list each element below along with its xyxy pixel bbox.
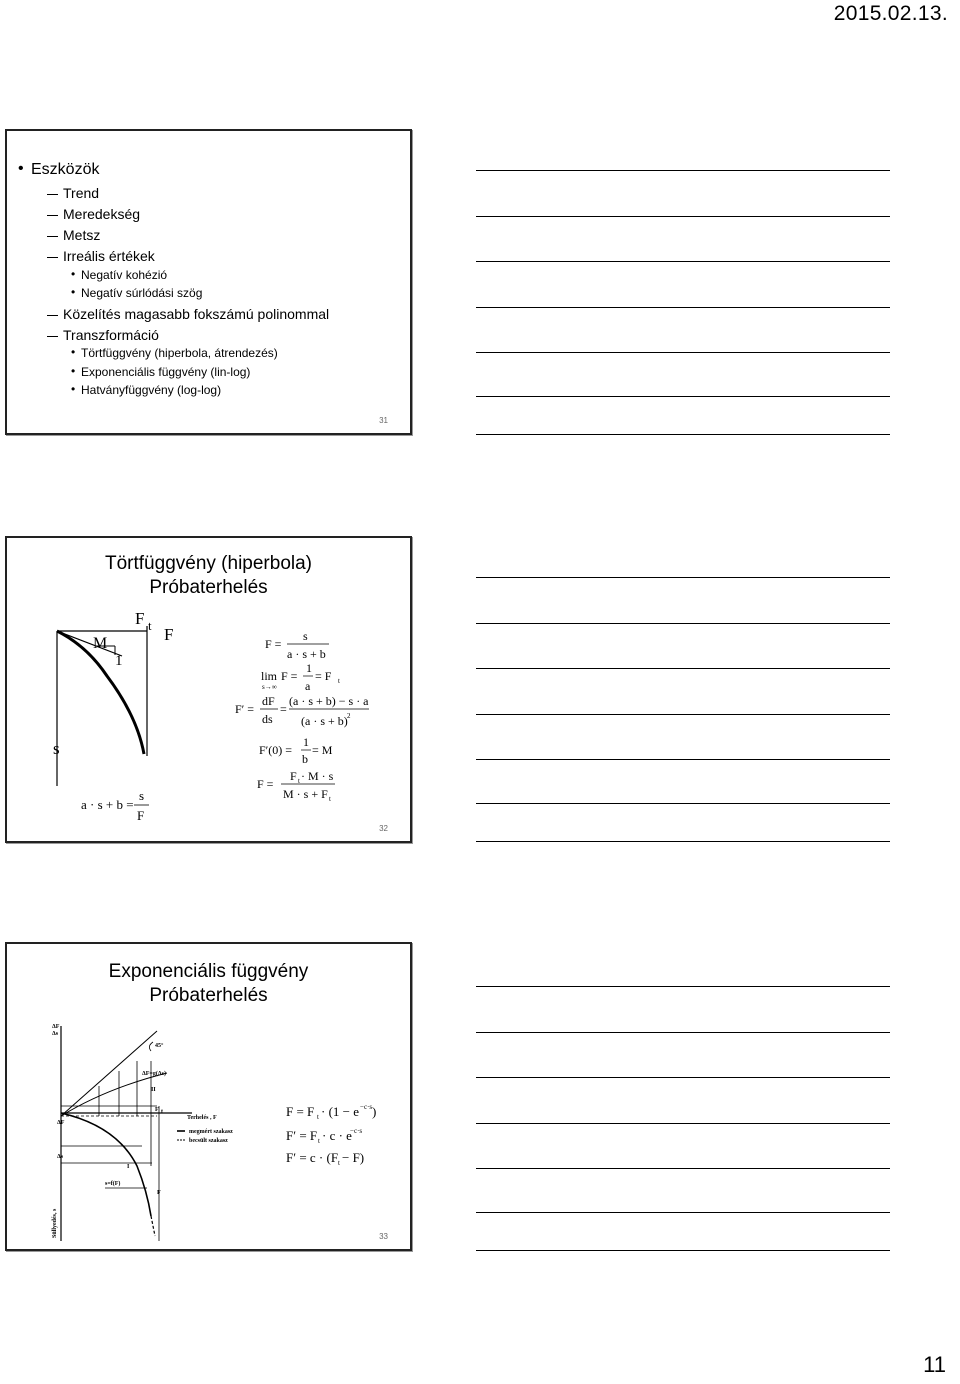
note-line [476, 216, 890, 217]
note-line [476, 434, 890, 435]
slide-32 [5, 536, 412, 843]
svg-text:s: s [139, 788, 145, 803]
svg-text:t: t [161, 1109, 163, 1115]
svg-text:Δs: Δs [57, 1154, 64, 1160]
axis-top-label: ΔF [52, 1024, 60, 1030]
one-label: 1 [115, 653, 123, 669]
svg-text:s→∞: s→∞ [262, 683, 277, 691]
page-number: 11 [923, 1352, 946, 1377]
ft-label: F [135, 609, 145, 628]
bullet-item-level2: Metsz [63, 227, 101, 243]
svg-text:a: a [305, 679, 311, 693]
svg-text:t: t [318, 1137, 320, 1145]
s-fn-label: s=f(F) [105, 1181, 121, 1187]
svg-text:t: t [338, 1159, 340, 1167]
note-line [476, 623, 890, 624]
svg-text:M · s + F: M · s + F [283, 787, 328, 801]
m-label: M [93, 635, 108, 652]
slide-number: 33 [379, 1232, 388, 1241]
svg-text:=: = [280, 702, 287, 716]
slide-title-line2: Próbaterhelés [149, 577, 268, 598]
svg-text:ds: ds [262, 712, 273, 726]
svg-text:b: b [302, 752, 308, 766]
svg-text:t: t [329, 795, 331, 803]
roman-two-label: II [151, 1087, 156, 1093]
svg-text:−c·s: −c·s [350, 1127, 363, 1135]
svg-text:a · s + b: a · s + b [287, 647, 326, 661]
svg-text:dF: dF [262, 694, 275, 708]
slide-31 [5, 129, 412, 435]
formula-asb [79, 782, 189, 832]
svg-text:· M · s: · M · s [301, 769, 334, 783]
note-line [476, 170, 890, 171]
note-line [476, 1212, 890, 1213]
svg-text:ΔF: ΔF [57, 1120, 65, 1126]
legend-estimated: becsült szakasz [189, 1138, 228, 1144]
svg-text:F′(0) =: F′(0) = [259, 743, 293, 757]
note-line [476, 1077, 890, 1078]
svg-text:F = F: F = F [286, 1104, 315, 1119]
f-label: F [164, 625, 174, 644]
note-line [476, 396, 890, 397]
note-line [476, 1168, 890, 1169]
svg-text:Δs: Δs [52, 1031, 59, 1037]
f-mark: F [157, 1190, 161, 1196]
slide-33 [5, 942, 412, 1251]
svg-text:F′ = F: F′ = F [286, 1128, 318, 1143]
bullet-item-level3: • Negatív súrlódási szög [81, 286, 202, 300]
slide-title-line1: Törtfüggvény (hiperbola) [105, 553, 312, 574]
bullet-item-level2: Közelítés magasabb fokszámú polinommal [63, 306, 330, 322]
bullet-item-level3: • Negatív kohézió [81, 268, 167, 282]
load-axis-label: Terhelés , F [187, 1115, 217, 1121]
bullet-item-level2: Meredekség [63, 206, 141, 222]
note-line [476, 577, 890, 578]
settle-axis-label: Süllyedés, s [52, 1208, 58, 1238]
svg-text:· (1 − e: · (1 − e [321, 1104, 360, 1119]
svg-text:): ) [372, 1104, 377, 1119]
svg-text:t: t [317, 1113, 319, 1121]
bullet-item-level1: • Eszközök [31, 161, 99, 179]
note-line [476, 986, 890, 987]
note-line [476, 759, 890, 760]
eq2-lim: lim [261, 669, 278, 683]
slide-title-line2: Próbaterhelés [149, 985, 268, 1006]
svg-text:1: 1 [306, 661, 312, 675]
svg-text:(a · s + b): (a · s + b) [301, 714, 348, 728]
svg-text:(a · s + b) − s · a: (a · s + b) − s · a [289, 694, 369, 708]
angle-label: 45° [155, 1043, 164, 1049]
svg-text:−c·s: −c·s [360, 1103, 373, 1111]
note-line [476, 841, 890, 842]
bullet-item-level3: • Törtfüggvény (hiperbola, átrendezés) [81, 346, 278, 360]
note-line [476, 307, 890, 308]
s-label: s [53, 739, 60, 758]
ft-sub-label: t [148, 618, 152, 633]
slide-number: 31 [379, 416, 388, 425]
svg-text:t: t [338, 677, 340, 685]
note-line [476, 714, 890, 715]
svg-text:= F: = F [315, 669, 332, 683]
svg-text:t: t [298, 777, 300, 785]
bullet-item-level3: • Hatványfüggvény (log-log) [81, 383, 221, 397]
note-line [476, 261, 890, 262]
hyperbola-equations [225, 626, 385, 806]
svg-text:F: F [290, 769, 297, 783]
slide-title-line1: Exponenciális függvény [108, 961, 309, 982]
note-line [476, 1032, 890, 1033]
exponential-equations [282, 1094, 432, 1174]
date-stamp: 2015.02.13. [833, 2, 948, 25]
bullet-item-level3: • Exponenciális függvény (lin-log) [81, 365, 250, 379]
svg-text:= M: = M [312, 743, 333, 757]
note-line [476, 352, 890, 353]
roman-one-label: I [127, 1164, 130, 1170]
curve-fn-label: ΔF=g(Δs) [142, 1071, 166, 1077]
svg-text:F =: F = [257, 777, 274, 791]
svg-text:F′ =: F′ = [235, 702, 255, 716]
bullet-item-level2: Trend [63, 185, 100, 201]
note-line [476, 1123, 890, 1124]
note-line [476, 803, 890, 804]
exponential-figure [47, 1016, 247, 1241]
note-line [476, 1250, 890, 1251]
svg-text:2: 2 [347, 712, 351, 720]
svg-text:a · s + b =: a · s + b = [81, 797, 134, 812]
svg-text:1: 1 [303, 735, 309, 749]
note-line [476, 668, 890, 669]
svg-text:F′ = c · (F: F′ = c · (F [286, 1150, 339, 1165]
svg-text:F =: F = [281, 669, 298, 683]
bullet-item-level2: Transzformáció [63, 327, 159, 343]
svg-text:· c · e: · c · e [322, 1128, 352, 1143]
bullet-item-level2: Irreális értékek [63, 248, 155, 264]
svg-text:s: s [303, 629, 308, 643]
svg-text:F: F [137, 808, 145, 823]
legend-measured: megmért szakasz [189, 1129, 233, 1135]
slide-number: 32 [379, 824, 388, 833]
eq1-lhs: F = [265, 637, 282, 651]
svg-text:− F): − F) [342, 1150, 365, 1165]
ft-mark: F [155, 1107, 159, 1113]
